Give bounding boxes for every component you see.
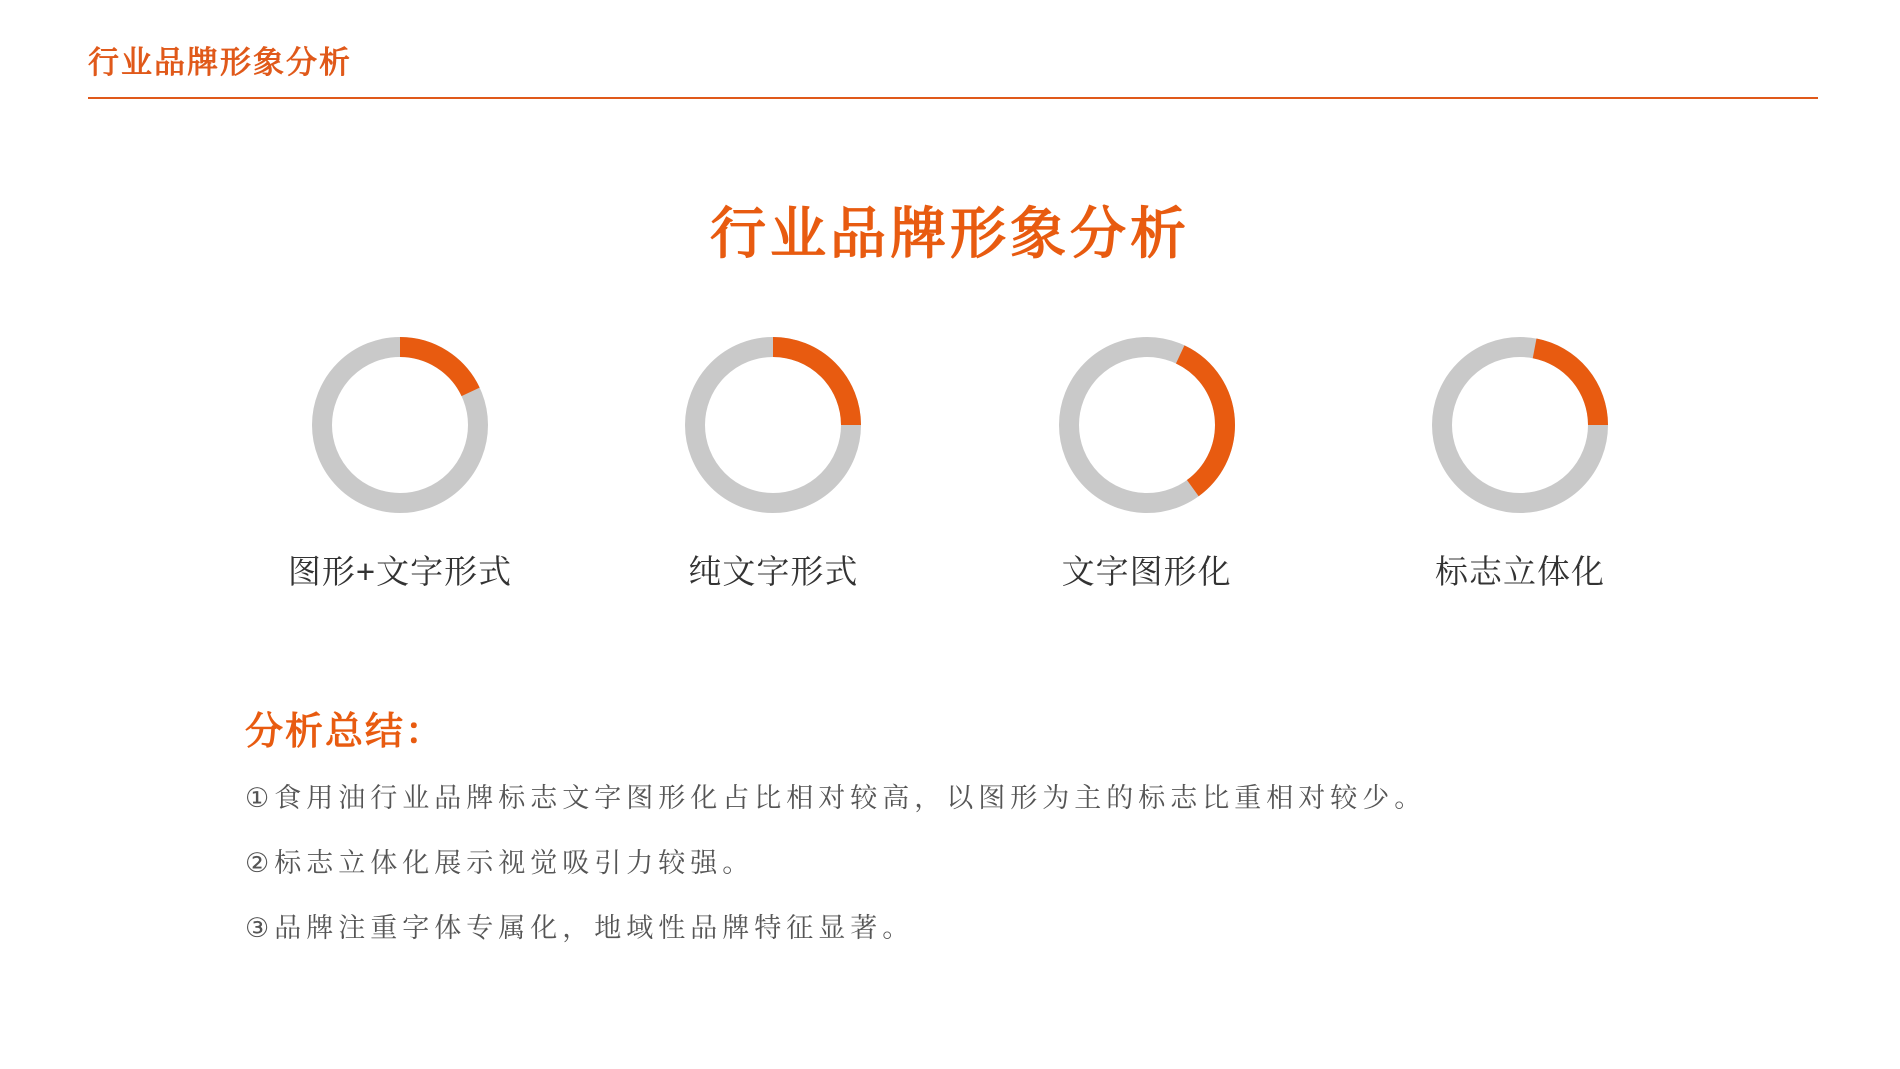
donut-chart-0 (305, 330, 495, 520)
donut-label-3: 标志立体化 (1434, 553, 1605, 590)
donut-svg-2 (1052, 330, 1242, 520)
donut-label-0: 图形+文字形式 (287, 553, 513, 590)
donut-item-2 (997, 330, 1297, 593)
summary-section (245, 700, 1745, 980)
header-title: 行业品牌形象分析 (88, 45, 352, 80)
summary-title: 分析总结： (245, 711, 446, 753)
donut-chart-2 (1052, 330, 1242, 520)
donut-item-0 (250, 330, 550, 593)
page-title: 行业品牌形象分析 (710, 202, 1190, 265)
page-header (88, 46, 1818, 99)
summary-line-2: ②标志立体化展示视觉吸引力较强。 (245, 848, 755, 878)
donut-chart-row (250, 330, 1670, 593)
donut-item-1 (623, 330, 923, 593)
donut-label-2: 文字图形化 (1061, 553, 1232, 590)
donut-chart-1 (678, 330, 868, 520)
donut-item-3 (1370, 330, 1670, 593)
donut-label-1: 纯文字形式 (688, 553, 859, 590)
donut-chart-3 (1425, 330, 1615, 520)
header-divider (88, 97, 1818, 99)
donut-svg-3 (1425, 330, 1615, 520)
summary-line-1: ①食用油行业品牌标志文字图形化占比相对较高，以图形为主的标志比重相对较少。 (245, 783, 1427, 813)
donut-svg-1 (678, 330, 868, 520)
summary-line-3: ③品牌注重字体专属化，地域性品牌特征显著。 (245, 913, 915, 943)
donut-svg-0 (305, 330, 495, 520)
